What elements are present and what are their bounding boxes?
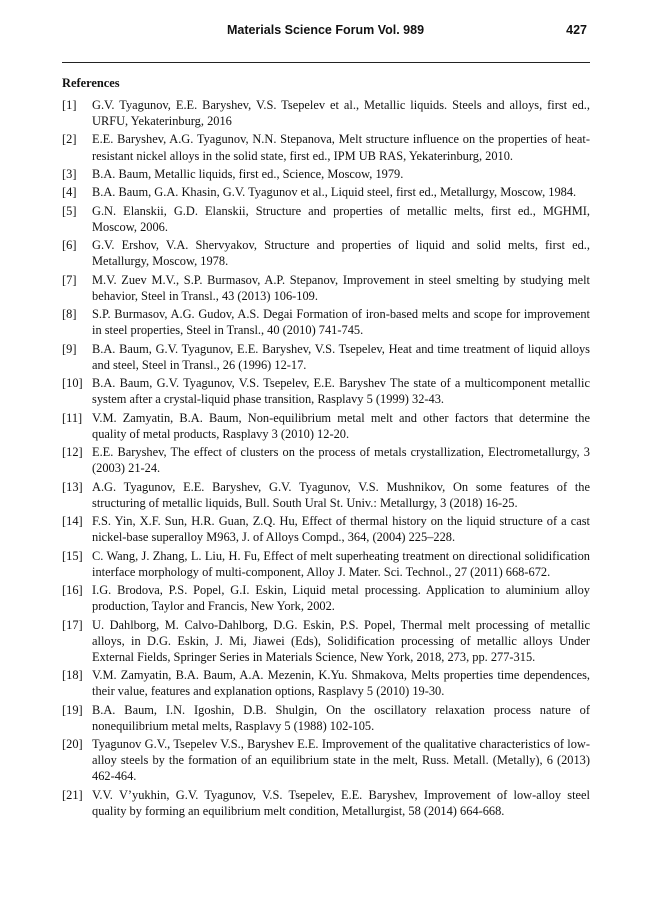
reference-text: E.E. Baryshev, The effect of clusters on the process of metals crystallization, Electrometallurgy, 3 (2003) 21-24. [92,445,590,476]
reference-text: B.A. Baum, Metallic liquids, first ed., Science, Moscow, 1979. [92,166,404,181]
reference-number: [10] [62,376,83,391]
reference-item [62,166,590,182]
reference-number: [12] [62,445,83,460]
reference-text: U. Dahlborg, M. Calvo-Dahlborg, D.G. Eskin, P.S. Popel, Thermal melt processing of metallic alloys, in D.G. Eskin, J. Mi, Jiawei (Eds), Solidification processing of metallic alloys Under External Fields, Springer Series in Materials Science, New York, 2018, 273, pp. 277-315. [92,617,590,664]
journal-title: Materials Science Forum Vol. 989 [226,23,425,37]
reference-number: [3] [62,166,77,181]
reference-item [62,341,590,373]
reference-text: V.V. V’yukhin, G.V. Tyagunov, V.S. Tsepelev, E.E. Baryshev, Improvement of low-alloy steel quality by forming an equilibrium melt condition, Metallurgist, 58 (2014) 664-668. [92,787,590,818]
reference-number: [18] [62,668,83,683]
reference-text: B.A. Baum, G.V. Tyagunov, V.S. Tsepelev, E.E. Baryshev The state of a multicomponent metallic system after a crystal-liquid phase transition, Rasplavy 5 (1999) 32-43. [92,376,590,407]
reference-number: [15] [62,548,83,563]
reference-number: [2] [62,132,77,147]
reference-number: [11] [62,410,83,425]
reference-item [62,667,590,699]
reference-text: B.A. Baum, G.A. Khasin, G.V. Tyagunov et al., Liquid steel, first ed., Metallurgy, Moscow, 1984. [92,185,577,200]
reference-item [62,787,590,819]
reference-item [62,410,590,442]
reference-item [62,375,590,407]
reference-text: V.M. Zamyatin, B.A. Baum, A.A. Mezenin, K.Yu. Shmakova, Melts properties time dependences, their value, features and explanation options, Rasplavy 5 (2010) 19-30. [92,668,590,699]
reference-item [62,272,590,304]
reference-item [62,184,590,200]
reference-item [62,736,590,784]
reference-item [62,97,590,129]
reference-text: C. Wang, J. Zhang, L. Liu, H. Fu, Effect of melt superheating treatment on directional solidification interface morphology of multi-component, Alloy J. Mater. Sci. Technol., 27 (2011) 668-672. [92,548,590,579]
reference-item [62,444,590,476]
reference-number: [19] [62,702,83,717]
reference-number: [5] [62,203,77,218]
reference-text: G.N. Elanskii, G.D. Elanskii, Structure and properties of metallic melts, first ed., MGHMI, Moscow, 2006. [92,203,590,234]
reference-number: [21] [62,787,83,802]
reference-text: Tyagunov G.V., Tsepelev V.S., Baryshev E.E. Improvement of the qualitative characteristics of low-alloy steels by the formation of an equilibrium state in the melt, Russ. Metall. (Metally), 6 (2013) 462-464. [92,737,590,784]
reference-item [62,237,590,269]
reference-text: B.A. Baum, I.N. Igoshin, D.B. Shulgin, On the oscillatory relaxation process nature of nonequilibrium metal melts, Rasplavy 5 (1988) 102-105. [92,702,590,733]
reference-number: [17] [62,617,83,632]
reference-number: [14] [62,514,83,529]
reference-text: M.V. Zuev M.V., S.P. Burmasov, A.P. Stepanov, Improvement in steel smelting by studying melt behavior, Steel in Transl., 43 (2013) 106-109. [92,272,590,303]
references-list [62,97,590,821]
reference-item [62,513,590,545]
reference-number: [9] [62,341,77,356]
reference-text: E.E. Baryshev, A.G. Tyagunov, N.N. Stepanova, Melt structure influence on the properties of heat-resistant nickel alloys in the solid state, first ed., IPM UB RAS, Yekaterinburg, 2010. [92,132,590,163]
reference-number: [16] [62,583,83,598]
reference-item [62,203,590,235]
reference-number: [6] [62,238,77,253]
reference-item [62,131,590,163]
reference-number: [8] [62,307,77,322]
page-number: 427 [566,23,587,37]
reference-text: G.V. Tyagunov, E.E. Baryshev, V.S. Tsepelev et al., Metallic liquids. Steels and alloys, first ed., URFU, Yekaterinburg, 2016 [92,98,590,129]
reference-number: [1] [62,98,77,112]
page-header [62,23,589,43]
reference-item [62,617,590,665]
reference-item [62,582,590,614]
reference-text: A.G. Tyagunov, E.E. Baryshev, G.V. Tyagunov, V.S. Mushnikov, On some features of the structuring of metallic liquids, Bull. South Ural St. Univ.: Metallurgy, 3 (2018) 16-25. [92,479,590,510]
reference-text: G.V. Ershov, V.A. Shervyakov, Structure and properties of liquid and solid melts, first ed., Metallurgy, Moscow, 1978. [92,238,590,269]
reference-item [62,702,590,734]
reference-item [62,306,590,338]
reference-number: [7] [62,272,77,287]
reference-text: S.P. Burmasov, A.G. Gudov, A.S. Degai Formation of iron-based melts and scope for improvement in steel properties, Steel in Transl., 40 (2010) 741-745. [92,307,590,338]
reference-text: V.M. Zamyatin, B.A. Baum, Non-equilibrium metal melt and other factors that determine the quality of metal products, Rasplavy 3 (2010) 12-20. [92,410,590,441]
reference-number: [13] [62,479,83,494]
reference-number: [20] [62,737,83,752]
reference-text: F.S. Yin, X.F. Sun, H.R. Guan, Z.Q. Hu, Effect of thermal history on the liquid structure of a cast nickel-base superalloy M963, J. of Alloys Compd., 364, (2004) 225–228. [92,514,590,545]
reference-item [62,548,590,580]
reference-item [62,479,590,511]
references-heading: References [62,76,120,90]
reference-text: I.G. Brodova, P.S. Popel, G.I. Eskin, Liquid metal processing. Application to aluminium alloy production, Taylor and Francis, New York, 2002. [92,583,590,614]
reference-text: B.A. Baum, G.V. Tyagunov, E.E. Baryshev, V.S. Tsepelev, Heat and time treatment of liquid alloys and steel, Steel in Transl., 26 (1996) 12-17. [92,341,590,372]
header-divider [62,62,590,63]
reference-number: [4] [62,185,77,200]
